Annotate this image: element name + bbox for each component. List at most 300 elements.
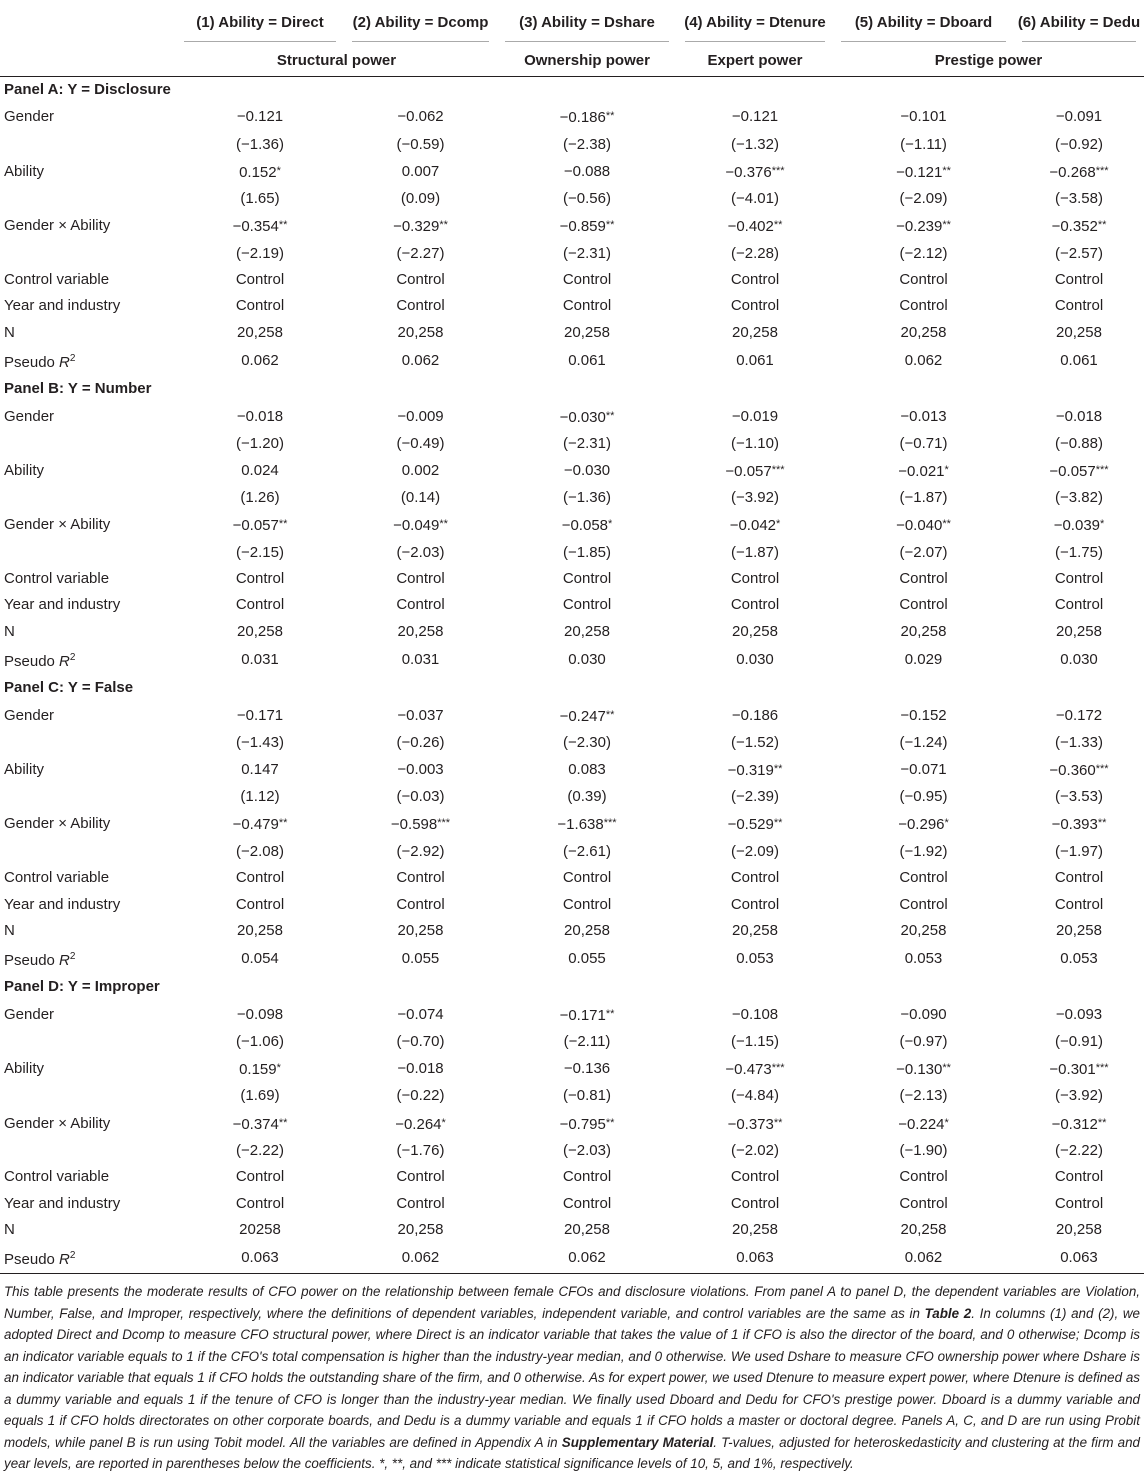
table-cell: 0.030 xyxy=(1060,651,1098,669)
table-cell: 0.053 xyxy=(736,950,774,968)
table-cell: −0.329** xyxy=(393,218,448,236)
table-row xyxy=(0,730,1144,756)
table-row xyxy=(0,539,1144,565)
table-cell: −0.088 xyxy=(563,162,611,180)
table-cell: −0.030 xyxy=(563,461,611,479)
supplementary-reference: Supplementary Material xyxy=(561,1434,714,1450)
table-cell: (−0.71) xyxy=(899,434,948,452)
table-cell: −0.039* xyxy=(1053,517,1105,535)
table-cell: 20,258 xyxy=(237,622,283,640)
table-cell: −0.352** xyxy=(1051,218,1107,236)
table-cell: (−0.59) xyxy=(396,135,445,153)
table-cell: (−2.09) xyxy=(731,842,779,860)
table-cell: −0.373** xyxy=(727,1115,783,1133)
table-cell: 0.062 xyxy=(833,1243,1014,1274)
table-cell: (−2.61) xyxy=(563,842,611,860)
table-cell: 20,258 xyxy=(1056,1221,1102,1239)
table-cell: −0.037 xyxy=(397,706,444,724)
row-label: Gender × Ability xyxy=(4,1114,111,1132)
table-row xyxy=(0,810,1144,838)
table-cell: Control xyxy=(899,869,948,887)
row-label xyxy=(0,730,176,756)
table-cell: Control xyxy=(396,270,445,288)
table-cell: −0.049** xyxy=(393,517,448,535)
table-cell: Control xyxy=(235,297,285,315)
table-row xyxy=(0,403,1144,431)
table-cell: (−2.02) xyxy=(731,1141,779,1159)
table-cell: 0.031 xyxy=(241,651,279,669)
table-cell: (−0.88) xyxy=(1055,434,1103,452)
table-cell: (1.26) xyxy=(240,489,280,507)
table-cell: Control xyxy=(562,1194,612,1212)
row-label xyxy=(0,431,176,457)
table-cell: Control xyxy=(396,869,445,887)
table-row xyxy=(0,103,1144,131)
table-cell: 0.062 xyxy=(241,352,279,370)
table-cell: −0.074 xyxy=(397,1005,444,1023)
table-row xyxy=(0,158,1144,186)
table-cell: (−2.30) xyxy=(563,733,611,751)
table-cell: −0.239** xyxy=(896,218,951,236)
table-cell: (−3.82) xyxy=(1055,489,1103,507)
table-cell: (−4.84) xyxy=(731,1087,779,1105)
table-cell: (−1.87) xyxy=(899,489,948,507)
table-cell: (−2.28) xyxy=(731,244,779,262)
table-cell: −0.108 xyxy=(731,1005,779,1023)
table-cell: (−1.15) xyxy=(731,1032,779,1050)
table-cell: Control xyxy=(562,869,612,887)
table-cell: (−3.92) xyxy=(1055,1087,1103,1105)
panel-title-row xyxy=(0,77,1144,104)
table-cell: (−1.92) xyxy=(899,842,948,860)
row-label xyxy=(0,1029,176,1055)
table-row xyxy=(0,784,1144,810)
table-row xyxy=(0,346,1144,376)
table-cell: (−1.33) xyxy=(1055,733,1103,751)
table-row xyxy=(0,566,1144,592)
table-cell: −0.057*** xyxy=(1049,462,1109,480)
table-row xyxy=(0,511,1144,539)
table-cell: (−2.15) xyxy=(236,543,284,561)
table-cell: 20258 xyxy=(239,1221,281,1239)
table-cell: Control xyxy=(899,270,948,288)
table-cell: 0.152* xyxy=(239,163,281,181)
table-cell: (−1.90) xyxy=(899,1141,948,1159)
table-row xyxy=(0,1001,1144,1029)
table-cell: (−0.81) xyxy=(563,1087,611,1105)
table-cell: 0.007 xyxy=(401,162,440,180)
table-cell: 20,258 xyxy=(397,323,444,341)
table-cell: Control xyxy=(899,570,948,588)
table-cell: Control xyxy=(730,270,780,288)
table-cell: (−0.26) xyxy=(396,733,445,751)
table-cell: 20,258 xyxy=(397,1221,444,1239)
table-cell: 20,258 xyxy=(900,921,947,939)
row-label: N xyxy=(4,1221,15,1239)
group-header-ownership: Ownership power xyxy=(497,44,677,77)
table-header xyxy=(0,0,1144,77)
row-label: Gender × Ability xyxy=(4,217,111,235)
table-cell: −0.013 xyxy=(900,407,947,425)
row-label: Year and industry xyxy=(4,297,121,315)
table-cell: (−2.22) xyxy=(236,1141,284,1159)
table-row xyxy=(0,186,1144,212)
table-cell: 0.062 xyxy=(344,1243,497,1274)
table-cell: 20,258 xyxy=(397,921,444,939)
table-cell: Control xyxy=(730,1194,780,1212)
table-cell: Control xyxy=(562,570,612,588)
table-cell: Control xyxy=(235,596,285,614)
table-cell: 0.063 xyxy=(1014,1243,1144,1274)
table-cell: −0.136 xyxy=(563,1060,611,1078)
row-label: Control variable xyxy=(4,270,110,288)
table-cell: (−1.11) xyxy=(900,135,947,153)
table-cell: 0.159* xyxy=(239,1061,281,1079)
table-cell: (−2.07) xyxy=(899,543,948,561)
table-cell: −0.354** xyxy=(232,218,288,236)
group-header-structural: Structural power xyxy=(176,44,497,77)
row-label: N xyxy=(4,921,15,939)
group-header-row xyxy=(0,44,1144,77)
table-cell: −0.360*** xyxy=(1049,762,1109,779)
table-cell: −0.040** xyxy=(896,517,951,535)
group-header-expert: Expert power xyxy=(677,44,833,77)
table-cell: −0.402** xyxy=(727,218,783,236)
table-cell: −0.264* xyxy=(395,1115,446,1133)
table-row xyxy=(0,645,1144,675)
table-cell: (0.14) xyxy=(400,489,441,507)
column-header-row xyxy=(0,0,1144,44)
table-cell: (−1.43) xyxy=(236,733,284,751)
table-cell: 0.063 xyxy=(677,1243,833,1274)
row-label: Pseudo $R^2$ xyxy=(4,652,76,671)
table-cell: −0.529** xyxy=(727,816,783,834)
panel-title-row xyxy=(0,376,1144,402)
table-row xyxy=(0,131,1144,157)
table-row xyxy=(0,320,1144,346)
table-cell: −0.312** xyxy=(1051,1115,1107,1133)
table-cell: −0.018 xyxy=(397,1060,444,1078)
table-cell: 0.062 xyxy=(497,1243,677,1274)
table-row xyxy=(0,1083,1144,1109)
table-cell: 0.147 xyxy=(241,761,279,778)
table-body xyxy=(0,77,1144,1274)
row-label xyxy=(0,539,176,565)
table-row xyxy=(0,944,1144,974)
table-cell: (−2.38) xyxy=(563,135,611,153)
row-label: Pseudo $R^2$ xyxy=(4,951,76,970)
table-cell: (−0.95) xyxy=(899,788,948,806)
table-cell: −0.121** xyxy=(896,163,951,181)
table-row xyxy=(0,485,1144,511)
table-cell: 20,258 xyxy=(732,921,778,939)
table-cell: (−1.87) xyxy=(731,543,779,561)
table-cell: 20,258 xyxy=(564,622,610,640)
table-cell: 0.030 xyxy=(568,651,606,669)
table-cell: 0.055 xyxy=(401,950,440,968)
table-cell: −0.296* xyxy=(898,816,949,834)
table-row xyxy=(0,293,1144,319)
table-cell: −0.268*** xyxy=(1049,163,1109,181)
table-cell: (−1.06) xyxy=(236,1032,284,1050)
row-label: N xyxy=(4,622,15,640)
row-label: Gender xyxy=(4,407,55,425)
table-row xyxy=(0,592,1144,618)
row-label xyxy=(0,1083,176,1109)
table-row xyxy=(0,1217,1144,1243)
corner-cell xyxy=(0,0,176,44)
table-cell: Control xyxy=(1054,1168,1104,1186)
table-cell: Control xyxy=(730,297,780,315)
table-cell: 20,258 xyxy=(1056,921,1102,939)
table-cell: 0.024 xyxy=(241,461,279,479)
table-cell: (0.39) xyxy=(567,788,607,806)
table-cell: 20,258 xyxy=(564,1221,610,1239)
table-cell: 20,258 xyxy=(237,323,283,341)
table-row xyxy=(0,1190,1144,1216)
table-cell: (−0.49) xyxy=(396,434,445,452)
table-cell: (−1.20) xyxy=(236,434,284,452)
table-cell: (−1.97) xyxy=(1055,842,1103,860)
row-label: Ability xyxy=(4,461,45,479)
table-cell: 20,258 xyxy=(1056,622,1102,640)
panel-title: Panel A: Y = Disclosure xyxy=(4,81,171,99)
row-label: Year and industry xyxy=(4,895,121,913)
row-label: Gender × Ability xyxy=(4,516,111,534)
table-cell: Control xyxy=(396,895,445,913)
table-cell: −0.003 xyxy=(397,761,444,778)
table-cell: Control xyxy=(730,570,780,588)
row-label: N xyxy=(4,323,15,341)
table-cell: −0.019 xyxy=(731,407,779,425)
column-header: (4) Ability = Dtenure xyxy=(677,0,833,44)
table-cell: (−3.92) xyxy=(731,489,779,507)
table-cell: 0.030 xyxy=(736,651,774,669)
table-cell: −0.057** xyxy=(232,517,288,535)
table-cell: 0.029 xyxy=(904,651,943,669)
table-cell: Control xyxy=(730,596,780,614)
table-cell: (−2.31) xyxy=(563,434,611,452)
table-cell: −0.319** xyxy=(727,762,783,779)
table-cell: Control xyxy=(562,270,612,288)
table-cell: 0.062 xyxy=(401,352,440,370)
table-cell: Control xyxy=(1054,596,1104,614)
table-cell: (−1.52) xyxy=(731,733,779,751)
table-cell: 0.061 xyxy=(1060,352,1098,370)
table-cell: −0.091 xyxy=(1055,108,1103,126)
row-label xyxy=(0,838,176,864)
table-cell: Control xyxy=(235,570,285,588)
row-label xyxy=(0,1138,176,1164)
table-cell: Control xyxy=(235,1194,285,1212)
table-row xyxy=(0,756,1144,784)
table-cell: Control xyxy=(1054,1194,1104,1212)
table-cell: −0.301*** xyxy=(1049,1061,1109,1079)
table-cell: (−2.13) xyxy=(899,1087,948,1105)
row-label: Control variable xyxy=(4,1168,110,1186)
table-cell: −0.018 xyxy=(1055,407,1103,425)
table-cell: (−0.91) xyxy=(1055,1032,1103,1050)
table-cell: (−4.01) xyxy=(731,190,779,208)
table-row xyxy=(0,1243,1144,1274)
table-cell: Control xyxy=(396,570,445,588)
table-reference: Table 2 xyxy=(924,1305,972,1321)
panel-title: Panel D: Y = Improper xyxy=(4,978,160,996)
table-cell: 20,258 xyxy=(397,622,444,640)
row-label: Gender × Ability xyxy=(4,815,111,833)
table-cell: (1.12) xyxy=(240,788,280,806)
table-cell: (−1.75) xyxy=(1055,543,1103,561)
table-cell: −0.121 xyxy=(731,108,779,126)
row-label: Ability xyxy=(4,1060,45,1078)
table-cell: (1.65) xyxy=(240,190,280,208)
table-cell: 20,258 xyxy=(900,1221,947,1239)
panel-title-row xyxy=(0,974,1144,1000)
table-cell: −0.393** xyxy=(1051,816,1107,834)
table-cell: Control xyxy=(235,895,285,913)
table-cell: (−0.56) xyxy=(563,190,611,208)
table-cell: −0.374** xyxy=(232,1115,288,1133)
table-cell: 0.083 xyxy=(568,761,606,778)
table-cell: (−3.58) xyxy=(1055,190,1103,208)
row-label: Control variable xyxy=(4,869,110,887)
table-cell: 0.061 xyxy=(568,352,606,370)
table-cell: (−2.03) xyxy=(563,1141,611,1159)
footnote-text: . T-values, adjusted for heteroskedasticity and clustering at the firm and year levels, are reported in parentheses below the coefficients. *, **, and *** indicate statistical significance levels of 10, 5, and 1%, respectively. xyxy=(4,1434,1140,1472)
table-cell: Control xyxy=(730,869,780,887)
table-row xyxy=(0,918,1144,944)
table-cell: −0.171 xyxy=(236,706,284,724)
table-cell: (−2.12) xyxy=(899,244,948,262)
table-row xyxy=(0,865,1144,891)
table-cell: 20,258 xyxy=(900,323,947,341)
row-label xyxy=(0,240,176,266)
table-row xyxy=(0,891,1144,917)
table-cell: −0.130** xyxy=(896,1061,951,1079)
table-cell: 20,258 xyxy=(564,921,610,939)
table-cell: Control xyxy=(730,1168,780,1186)
table-cell: (−1.76) xyxy=(396,1141,445,1159)
table-cell: −0.062 xyxy=(397,108,444,126)
table-cell: Control xyxy=(396,1168,445,1186)
table-cell: Control xyxy=(396,1194,445,1212)
table-cell: −0.021* xyxy=(898,462,949,480)
table-cell: Control xyxy=(1054,869,1104,887)
column-header: (6) Ability = Dedu xyxy=(1014,0,1144,44)
table-footnote xyxy=(0,1274,1144,1475)
table-row xyxy=(0,1164,1144,1190)
row-label: Ability xyxy=(4,162,45,180)
table-row xyxy=(0,267,1144,293)
table-cell: Control xyxy=(899,297,948,315)
table-cell: −0.030** xyxy=(559,408,615,426)
table-cell: Control xyxy=(235,270,285,288)
table-cell: −0.009 xyxy=(397,407,444,425)
table-cell: Control xyxy=(562,297,612,315)
table-cell: 0.002 xyxy=(401,461,440,479)
row-label: Gender xyxy=(4,706,55,724)
table-row xyxy=(0,457,1144,485)
table-cell: 20,258 xyxy=(237,921,283,939)
table-cell: Control xyxy=(1054,895,1104,913)
table-cell: (−1.10) xyxy=(731,434,779,452)
table-cell: Control xyxy=(730,895,780,913)
table-cell: −0.098 xyxy=(236,1005,284,1023)
table-cell: −0.018 xyxy=(236,407,284,425)
table-cell: 0.063 xyxy=(176,1243,344,1274)
panel-title: Panel C: Y = False xyxy=(4,679,134,697)
table-cell: (−2.19) xyxy=(236,244,284,262)
column-header: (5) Ability = Dboard xyxy=(833,0,1014,44)
table-row xyxy=(0,212,1144,240)
table-cell: (−0.03) xyxy=(396,788,445,806)
table-cell: −0.121 xyxy=(236,108,284,126)
table-cell: Control xyxy=(562,895,612,913)
table-cell: 0.053 xyxy=(1060,950,1098,968)
table-cell: (−1.36) xyxy=(563,489,611,507)
table-cell: 0.053 xyxy=(904,950,943,968)
table-row xyxy=(0,240,1144,266)
footnote-text: . In columns (1) and (2), we adopted Direct and Dcomp to measure CFO structural power, where Direct is an indicator variable that takes the value of 1 if CFO is also the director of the board, and 0 otherwise; Dcomp is an indicator variable equals to 1 if the CFO's total compensation is higher than the industry-year median, and 0 otherwise. We used Dshare to measure CFO ownership power where Dshare is an indicator variable that equals 1 if CFO holds the outstanding share of the firm, and 0 otherwise. As for expert power, we used Dtenure to measure expert power, where Dtenure is defined as a dummy variable and equals 1 if the tenure of CFO is longer than the industry-year median. We finally used Dboard and Dedu for CFO's prestige power. Dboard is a dummy variable and equals 1 if CFO holds directorates on other corporate boards, and Dedu is a dummy variable and equals 1 if CFO holds a master or doctoral degree. Panels A, C, and D are run using Probit models, while panel B is run using Tobit model. All the variables are defined in Appendix A in xyxy=(4,1305,1140,1450)
row-label: Control variable xyxy=(4,570,110,588)
table-cell: −0.795** xyxy=(559,1115,615,1133)
corner-cell xyxy=(0,44,176,77)
table-cell: Control xyxy=(396,297,445,315)
table-cell: (−2.92) xyxy=(396,842,445,860)
table-cell: −0.090 xyxy=(900,1005,947,1023)
column-header: (3) Ability = Dshare xyxy=(497,0,677,44)
table-row xyxy=(0,1029,1144,1055)
column-header: (1) Ability = Direct xyxy=(176,0,344,44)
row-label: Year and industry xyxy=(4,1194,121,1212)
table-cell: Control xyxy=(1054,270,1104,288)
table-cell: (−2.27) xyxy=(396,244,445,262)
table-cell: (−2.03) xyxy=(396,543,445,561)
table-cell: −0.186** xyxy=(559,109,615,127)
table-cell: −0.101 xyxy=(900,108,947,126)
table-cell: 20,258 xyxy=(564,323,610,341)
table-cell: −0.093 xyxy=(1055,1005,1103,1023)
row-label xyxy=(0,485,176,511)
table-cell: 20,258 xyxy=(732,622,778,640)
table-cell: −0.186 xyxy=(731,706,779,724)
table-cell: Control xyxy=(1054,297,1104,315)
table-row xyxy=(0,1110,1144,1138)
table-cell: (−0.22) xyxy=(396,1087,445,1105)
table-cell: Control xyxy=(1054,570,1104,588)
table-cell: Control xyxy=(562,1168,612,1186)
table-row xyxy=(0,702,1144,730)
footnote-text: This table presents the moderate results of CFO power on the relationship between female CFOs and disclosure violations. From panel A to panel D, the dependent variables are Violation, Number, False, and Improper, respectively, where the definitions of dependent variables, independent variable, and control variables are the same as in xyxy=(4,1284,1140,1321)
table-cell: (−2.08) xyxy=(236,842,284,860)
row-label: Year and industry xyxy=(4,596,121,614)
panel-title: Panel B: Y = Number xyxy=(4,380,152,398)
table-cell: −0.598*** xyxy=(390,816,451,834)
table-cell: (−2.11) xyxy=(563,1032,611,1050)
table-cell: Control xyxy=(235,869,285,887)
row-label xyxy=(0,131,176,157)
row-label: Pseudo $R^2$ xyxy=(4,353,76,372)
table-row xyxy=(0,1055,1144,1083)
table-cell: −0.152 xyxy=(900,706,947,724)
table-cell: −0.479** xyxy=(232,816,288,834)
row-label: Gender xyxy=(4,108,55,126)
table-cell: (−3.53) xyxy=(1055,788,1103,806)
table-row xyxy=(0,431,1144,457)
table-cell: (−1.32) xyxy=(731,135,779,153)
table-cell: 20,258 xyxy=(732,323,778,341)
group-header-prestige: Prestige power xyxy=(833,44,1144,77)
